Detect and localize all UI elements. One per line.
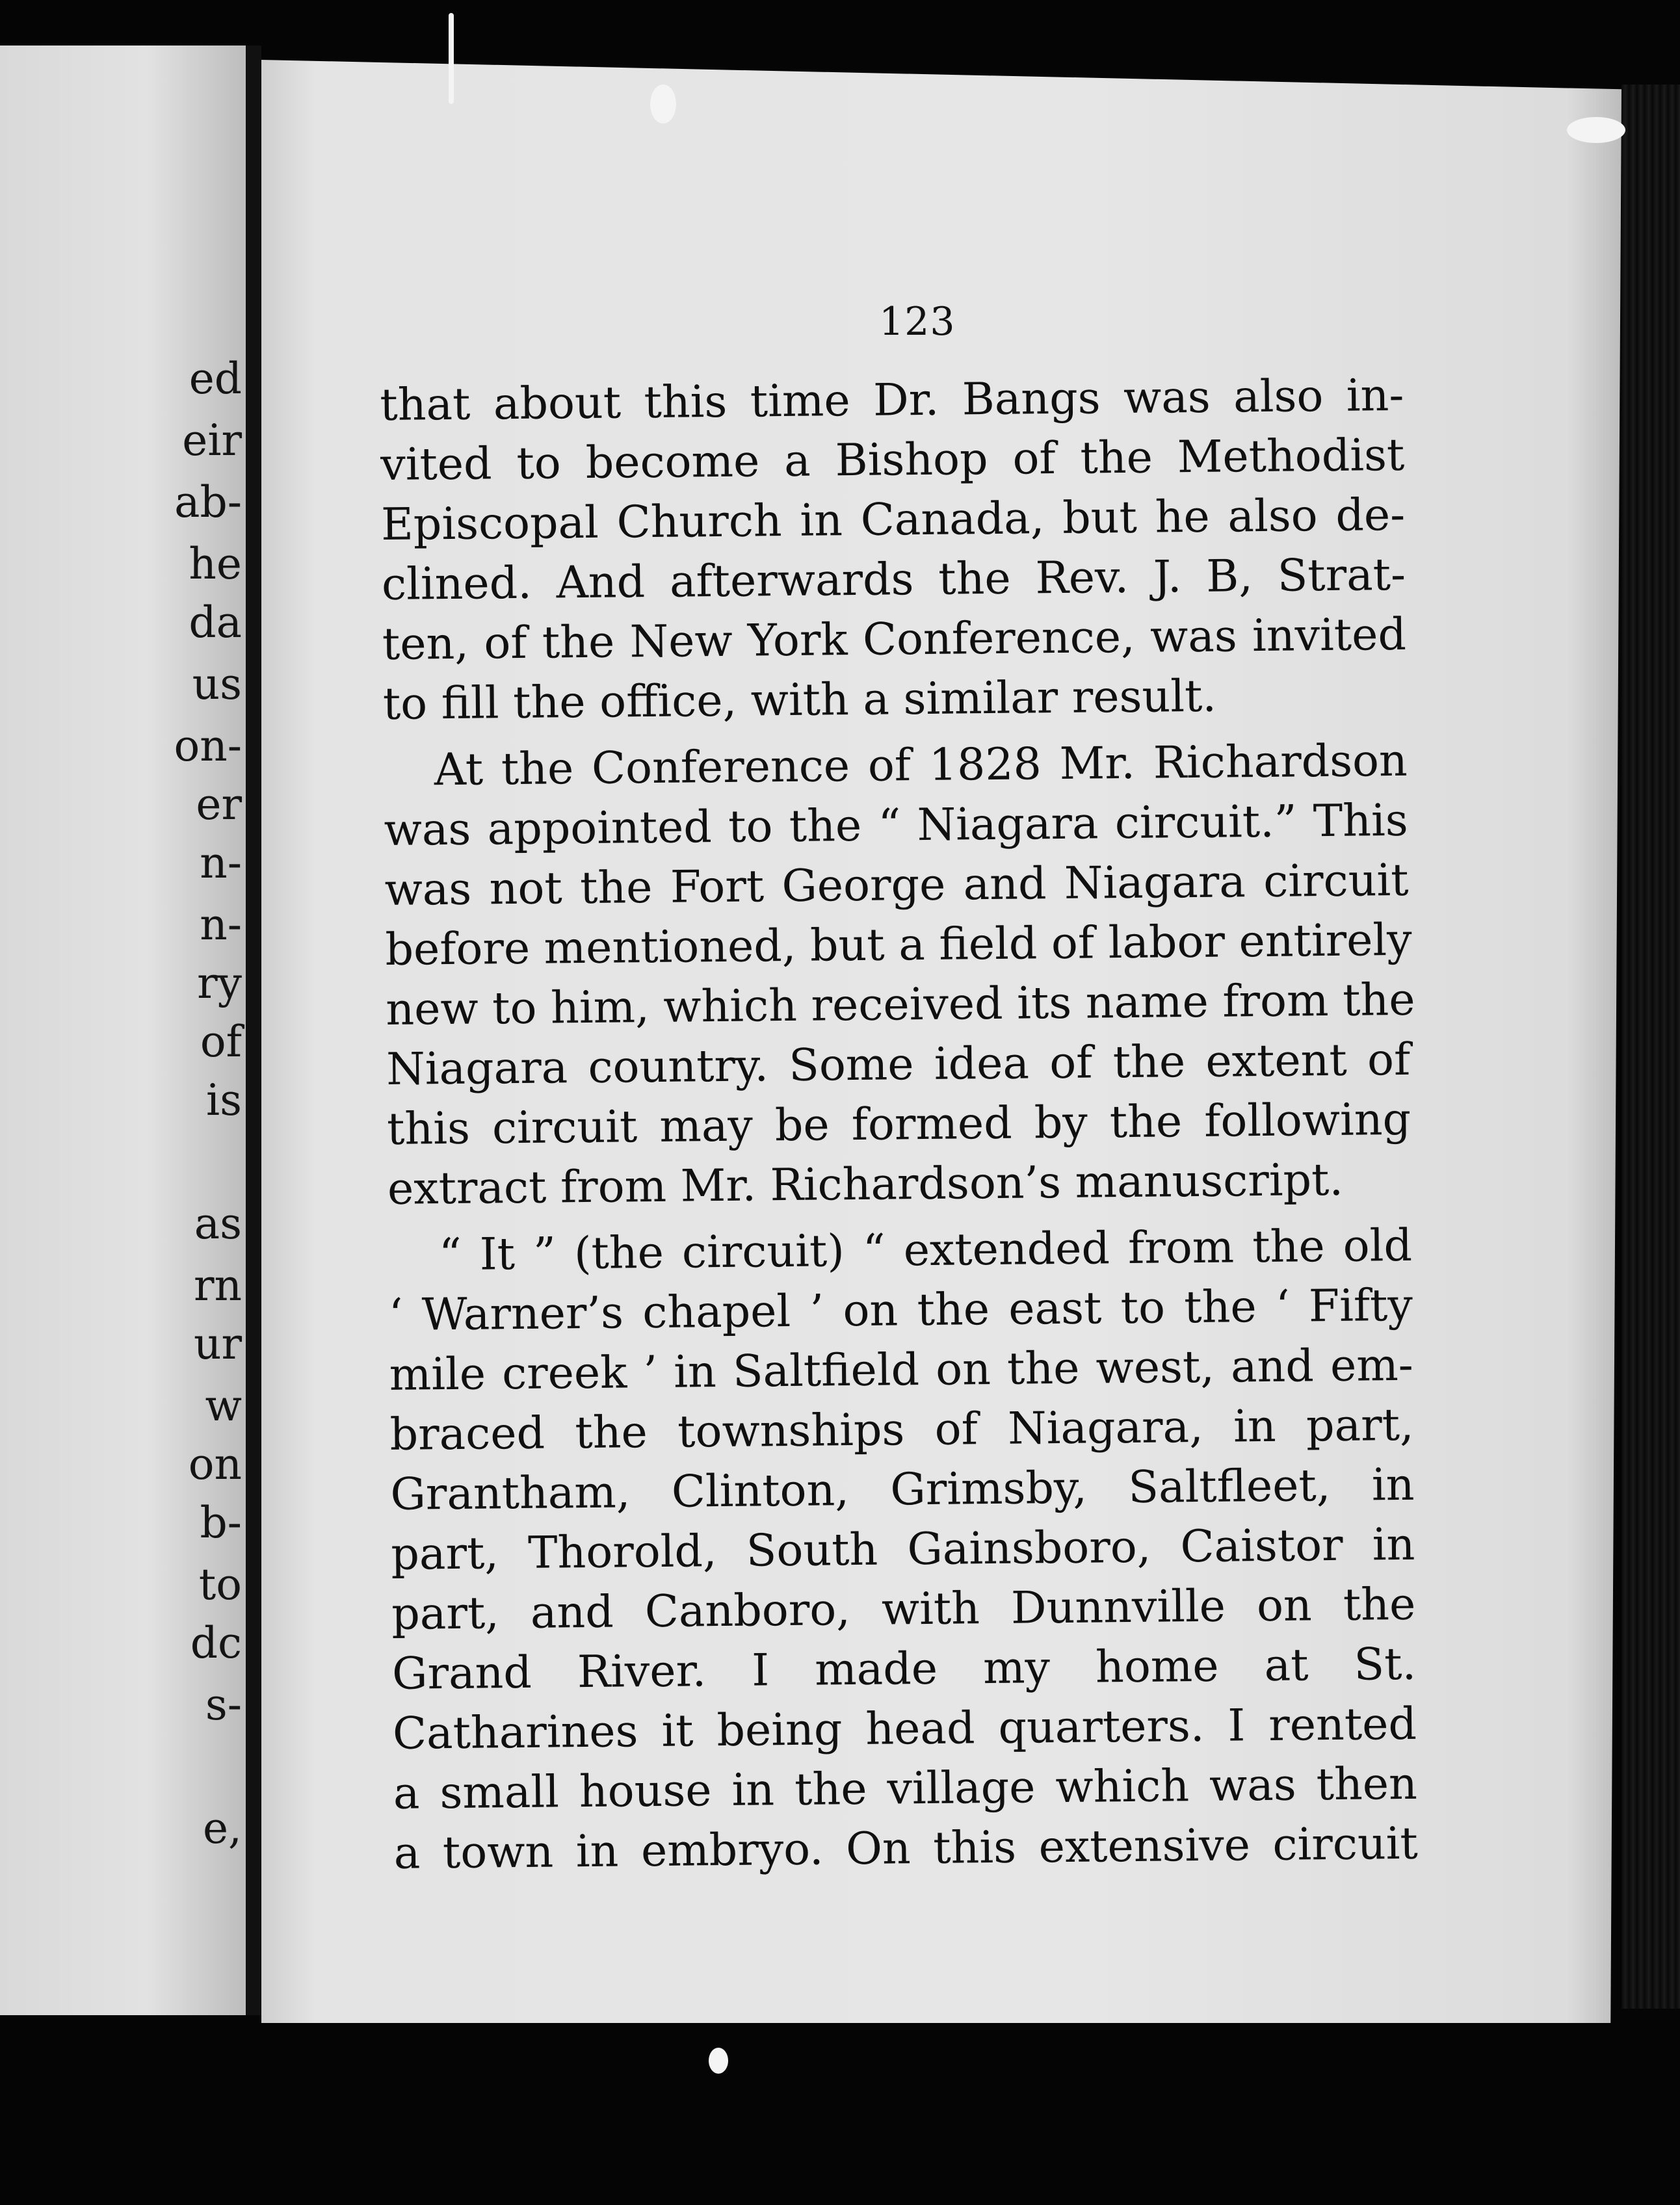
- text-line: to fill the office, with a similar result.: [382, 670, 1217, 730]
- left-page-line-fragment: e,: [202, 1803, 242, 1853]
- text-line: was appointed to the “ Niagara circuit.” This: [384, 794, 1409, 856]
- left-page-line-fragment: dc: [190, 1618, 242, 1668]
- left-page-line-fragment: ry: [197, 958, 242, 1008]
- left-page-line-fragment: n-: [200, 900, 242, 950]
- text-line: vited to become a Bishop of the Methodist: [380, 429, 1405, 491]
- left-page-line-fragment: ur: [193, 1319, 242, 1369]
- paragraph: [380, 366, 1407, 735]
- text-line: At the Conference of 1828 Mr. Richardson: [434, 735, 1408, 796]
- text-line: a small house in the village which was then: [393, 1758, 1418, 1820]
- text-line: clined. And afterwards the Rev. J. B, Strat-: [381, 549, 1406, 610]
- left-page-line-fragment: ed: [189, 354, 242, 404]
- left-page-line-fragment: as: [194, 1199, 242, 1249]
- left-page-line-fragment: on: [188, 1439, 242, 1489]
- left-page-line-fragment: n-: [200, 838, 242, 888]
- scan-speck: [650, 85, 676, 124]
- text-line: ten, of the New York Conference, was invited: [382, 608, 1407, 670]
- left-page-line-fragment: er: [196, 779, 242, 829]
- text-line: this circuit may be formed by the following: [386, 1093, 1411, 1155]
- left-page-line-fragment: w: [205, 1381, 242, 1431]
- left-page-line-fragment: rn: [193, 1260, 242, 1311]
- book-gutter: [246, 46, 261, 2015]
- text-line: Episcopal Church in Canada, but he also de-: [380, 489, 1406, 551]
- left-page-line-fragment: us: [192, 659, 242, 709]
- left-page-line-fragment: b-: [200, 1498, 242, 1548]
- text-line: Grantham, Clinton, Grimsby, Saltfleet, in: [390, 1459, 1415, 1520]
- page-body-text: [380, 366, 1418, 1890]
- text-line: mile creek ’ in Saltfield on the west, and em-: [389, 1339, 1414, 1401]
- left-page-line-fragment: s-: [205, 1680, 242, 1730]
- scan-scratch: [449, 13, 454, 104]
- page-edge-stack: [1621, 85, 1680, 2009]
- left-page-line-fragment: he: [189, 539, 242, 589]
- text-line: extract from Mr. Richardson’s manuscript.: [387, 1154, 1344, 1215]
- text-line: before mentioned, but a field of labor entirely: [385, 914, 1412, 976]
- left-page-line-fragment: on-: [174, 721, 242, 771]
- left-page-line-fragment: ab-: [174, 477, 242, 527]
- text-line: was not the Fort George and Niagara circuit: [384, 854, 1409, 916]
- left-page-line-fragment: of: [200, 1017, 242, 1067]
- paragraph: [388, 1216, 1419, 1884]
- left-page-line-fragment: eir: [182, 415, 242, 465]
- text-line: “ It ” (the circuit) “ extended from the old: [438, 1220, 1413, 1281]
- text-line: Catharines it being head quarters. I rented: [392, 1698, 1417, 1760]
- left-page-line-fragment: da: [189, 597, 242, 647]
- text-line: braced the townships of Niagara, in part,: [389, 1399, 1414, 1461]
- previous-page-strip: [0, 46, 246, 2015]
- text-line: ‘ Warner’s chapel ’ on the east to the ‘ Fifty: [388, 1279, 1413, 1341]
- text-line: a town in embryo. On this extensive circuit: [393, 1818, 1419, 1879]
- text-line: Niagara country. Some idea of the extent of: [386, 1034, 1411, 1095]
- left-page-line-fragment: is: [206, 1075, 242, 1125]
- text-line: Grand River. I made my home at St.: [391, 1638, 1417, 1700]
- scan-speck: [1567, 117, 1625, 143]
- text-line: that about this time Dr. Bangs was also in-: [380, 369, 1404, 431]
- text-line: part, Thorold, South Gainsboro, Caistor in: [391, 1519, 1415, 1580]
- paragraph: [383, 731, 1415, 1220]
- left-page-line-fragment: to: [198, 1559, 242, 1610]
- text-line: new to him, which received its name from the: [385, 974, 1415, 1036]
- page-number: 123: [879, 299, 956, 345]
- scan-speck: [709, 2048, 728, 2074]
- text-line: part, and Canboro, with Dunnville on the: [391, 1578, 1416, 1640]
